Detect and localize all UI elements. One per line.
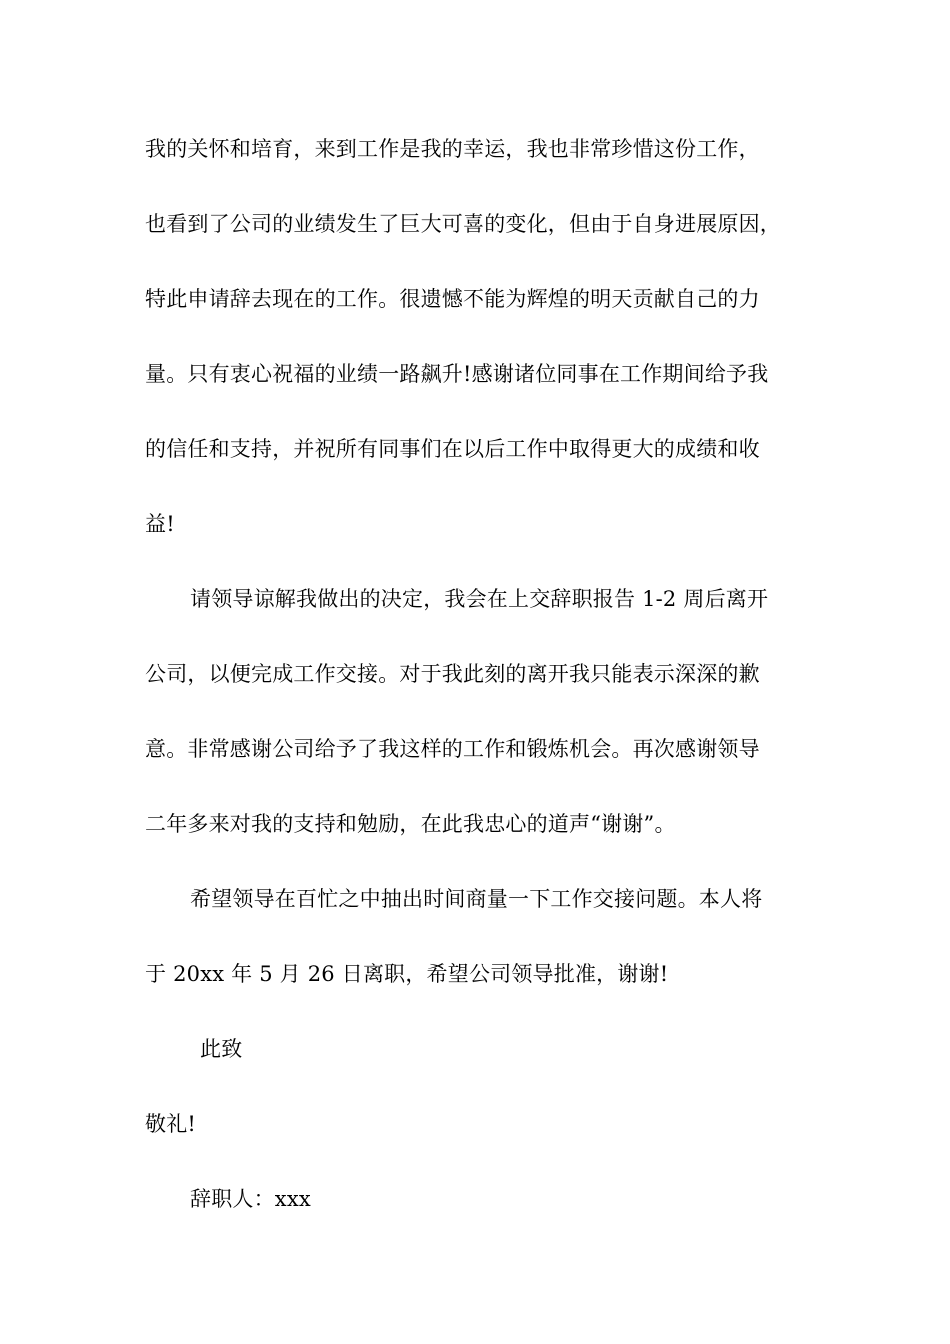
paragraph-line: 希望领导在百忙之中抽出时间商量一下工作交接问题。本人将 (190, 887, 763, 911)
paragraph-line: 二年多来对我的支持和勉励，在此我忠心的道声“谢谢”。 (145, 812, 676, 836)
paragraph-line: 量。只有衷心祝福的业绩一路飙升!感谢诸位同事在工作期间给予我 (145, 362, 769, 386)
paragraph-line: 的信任和支持，并祝所有同事们在以后工作中取得更大的成绩和收 (145, 437, 760, 461)
paragraph-line: 意。非常感谢公司给予了我这样的工作和锻炼机会。再次感谢领导 (145, 737, 760, 761)
closing-respect: 敬礼! (145, 1112, 197, 1136)
paragraph-line: 我的关怀和培育，来到工作是我的幸运，我也非常珍惜这份工作， (145, 137, 760, 161)
closing-salutation: 此致 (200, 1037, 243, 1061)
paragraph-line: 益! (145, 512, 175, 536)
paragraph-line: 特此申请辞去现在的工作。很遗憾不能为辉煌的明天贡献自己的力 (145, 287, 760, 311)
signature-line: 辞职人：xxx (190, 1187, 311, 1211)
paragraph-line: 于 20xx 年 5 月 26 日离职，希望公司领导批准，谢谢! (145, 962, 669, 986)
paragraph-line: 请领导谅解我做出的决定，我会在上交辞职报告 1-2 周后离开 (190, 587, 769, 611)
paragraph-line: 公司，以便完成工作交接。对于我此刻的离开我只能表示深深的歉 (145, 662, 760, 686)
paragraph-line: 也看到了公司的业绩发生了巨大可喜的变化，但由于自身进展原因， (145, 212, 781, 236)
